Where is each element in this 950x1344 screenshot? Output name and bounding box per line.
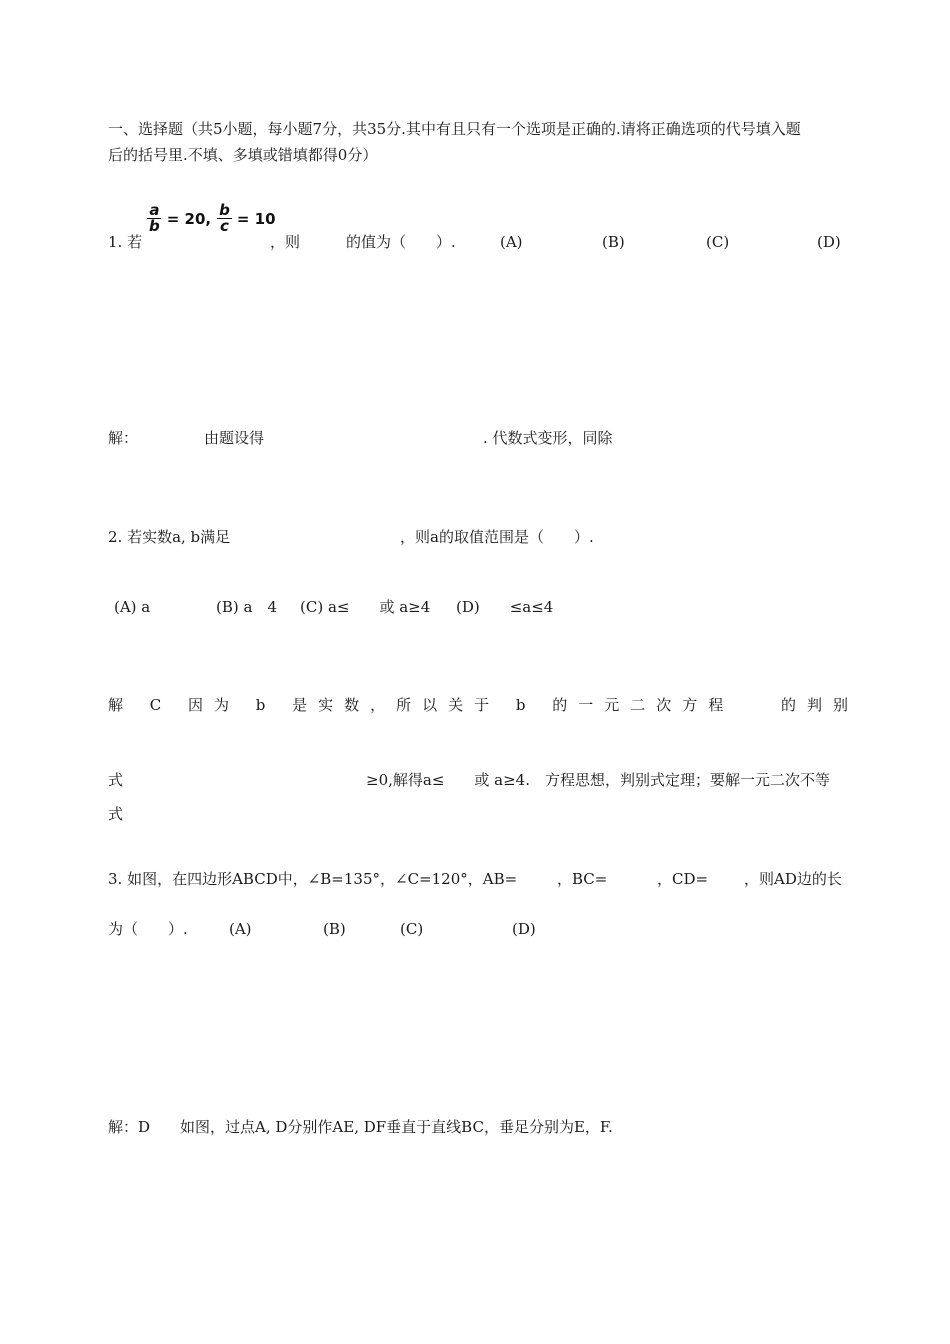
q3-option-c: (C) bbox=[400, 920, 424, 938]
q2-prefix: 2. 若实数a, b满足 bbox=[108, 528, 231, 546]
q3-option-d: (D) bbox=[512, 920, 536, 938]
q3-cd: ，CD= bbox=[657, 870, 709, 888]
q1-solution-end: . 代数式变形，同除 bbox=[483, 429, 613, 447]
q1-formula: $\frac{a}{b}$ = 20, $\frac{b}{c}$ = 10 bbox=[149, 201, 276, 235]
q3-option-b: (B) bbox=[323, 920, 346, 938]
q1-option-c: (C) bbox=[706, 233, 730, 251]
q1-fraction-b-over-c: $\frac{b}{c}$ bbox=[219, 201, 230, 235]
q2-option-a: (A) a bbox=[114, 598, 151, 616]
q1-option-a: (A) bbox=[500, 233, 523, 251]
q1-option-b: (B) bbox=[602, 233, 625, 251]
q1-mid1: ，则 bbox=[270, 233, 301, 251]
q1-prefix: 1. 若 bbox=[108, 233, 143, 251]
q3-suffix: ，则AD边的长 bbox=[744, 870, 842, 888]
q2-suffix: ，则a的取值范围是（ ）. bbox=[400, 528, 594, 546]
section-heading-line2: 后的括号里.不填、多填或错填都得0分） bbox=[108, 146, 378, 164]
q1-mid2: 的值为（ ）. bbox=[346, 233, 456, 251]
q2-option-d: (D) ≤a≤4 bbox=[456, 598, 554, 616]
q3-bc: ，BC= bbox=[557, 870, 608, 888]
q3-solution: 解：D 如图，过点A, D分别作AE, DF垂直于直线BC，垂足分别为E，F. bbox=[108, 1118, 613, 1136]
q3-option-a: (A) bbox=[229, 920, 252, 938]
q2-option-b: (B) a 4 bbox=[216, 598, 277, 616]
q1-solution-mid: 由题设得 bbox=[204, 429, 265, 447]
q2-option-c: (C) a≤ 或 a≥4 bbox=[300, 598, 431, 616]
section-heading-line1: 一、选择题（共5小题，每小题7分，共35分.其中有且只有一个选项是正确的.请将正确选项的代号填入题 bbox=[108, 120, 801, 138]
q1-solution-label: 解： bbox=[108, 429, 139, 447]
q2-solution-line1-left: 解 C 因为 b 是实数，所以关于 b 的一元二次方程 bbox=[108, 696, 735, 714]
q2-solution-line2-left: 式 bbox=[108, 771, 124, 789]
q1-fraction-a-over-b: $\frac{a}{b}$ bbox=[149, 201, 160, 235]
q2-solution-line1-right: 的判别 bbox=[781, 696, 860, 714]
q2-solution-line3: 式 bbox=[108, 805, 124, 823]
q1-option-d: (D) bbox=[817, 233, 841, 251]
q3-prefix: 3. 如图，在四边形ABCD中，∠B=135°，∠C=120°，AB= bbox=[108, 870, 518, 888]
q3-line2-prefix: 为（ ）. bbox=[108, 920, 188, 938]
q2-solution-line2-mid: ≥0,解得a≤ 或 a≥4. 方程思想，判别式定理；要解一元二次不等 bbox=[366, 771, 830, 789]
